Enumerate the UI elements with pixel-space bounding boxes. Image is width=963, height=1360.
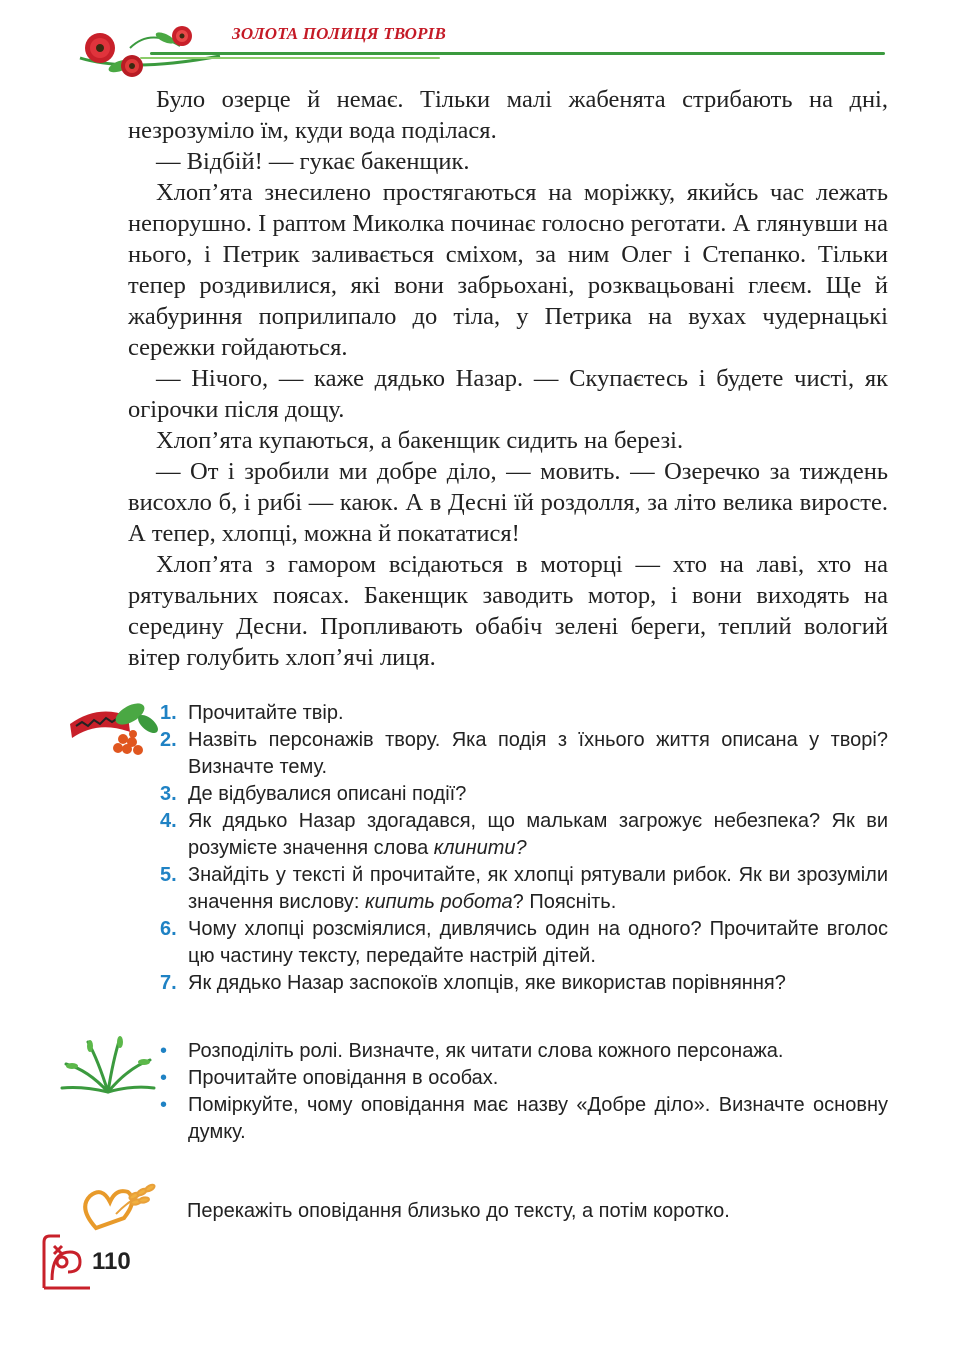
story-paragraph: Було озерце й немає. Тільки малі жабенята стрибають на дні, незрозуміло їм, куди вода поділася. bbox=[128, 86, 888, 144]
task-item bbox=[160, 1038, 888, 1065]
story-paragraph: — Відбій! — гукає бакенщик. bbox=[156, 148, 470, 175]
question-text: Де відбувалися описані події? bbox=[188, 783, 467, 805]
question-item bbox=[160, 862, 888, 916]
corner-ornament-icon bbox=[40, 1232, 100, 1292]
question-number: 6. bbox=[160, 918, 177, 940]
question-number: 4. bbox=[160, 810, 177, 832]
question-text-wrap bbox=[188, 862, 888, 916]
question-item bbox=[160, 970, 888, 997]
wheat-icon bbox=[58, 1030, 158, 1100]
story-paragraph: Хлоп’ята з гамором всідаються в моторці — хто на лаві, хто на рятувальних поясах. Бакенщик заводить мотор, і вони виходять на середину Десни. Пропливають обабіч зелені береги, теплий вологий вітер голубить хлоп’ячі лиця. bbox=[128, 551, 888, 671]
task-text: Розподіліть ролі. Визначте, як читати слова кожного персонажа. bbox=[188, 1040, 784, 1062]
story-paragraph: Хлоп’ята купаються, а бакенщик сидить на березі. bbox=[156, 427, 684, 454]
question-item bbox=[160, 700, 888, 727]
question-text: Як дядько Назар заспокоїв хлопців, яке використав порівняння? bbox=[188, 972, 786, 994]
tasks-list bbox=[160, 1038, 888, 1146]
question-term: кипить робота bbox=[365, 891, 513, 913]
story-paragraph: — От і зробили ми добре діло, — мовить. — Озеречко за тиждень висохло б, і рибі — каюк. А в Десні їй роздолля, за літо велика виросте. А тепер, хлопці, можна й покататися! bbox=[128, 458, 888, 547]
question-number: 2. bbox=[160, 729, 177, 751]
page-header bbox=[0, 0, 963, 90]
question-text: Як дядько Назар здогадався, що малькам загрожує небезпека? Як ви розумієте значення слова bbox=[188, 810, 888, 859]
task-item bbox=[160, 1092, 888, 1146]
question-text-after: ? Поясніть. bbox=[512, 891, 617, 913]
question-text: Назвіть персонажів твору. Яка подія з їхнього життя описана у творі? Визначте тему. bbox=[188, 729, 888, 778]
story-paragraph: Хлоп’ята знесилено простягаються на моріжку, якийсь час лежать непорушно. І раптом Миколка починає голосно реготати. А глянувши на нього, і Петрик заливається сміхом, за ним Олег і Степанко. Тільки тепер роздивилися, які вони забрьохані, розквацьовані глеєм. Ще й жабуриння поприлипало до тіла, у Петрика на вухах чудернацькі сережки гойдаються. bbox=[128, 179, 888, 361]
story-text bbox=[128, 84, 888, 673]
bullet: • bbox=[160, 1094, 168, 1116]
question-item bbox=[160, 781, 888, 808]
retell-task: Перекажіть оповідання близько до тексту, а потім коротко. bbox=[187, 1200, 730, 1222]
question-number: 7. bbox=[160, 972, 177, 994]
story-paragraph: — Нічого, — каже дядько Назар. — Скупаєтесь і будете чисті, як огірочки після дощу. bbox=[128, 365, 888, 423]
question-item bbox=[160, 808, 888, 862]
questions-list bbox=[160, 700, 888, 997]
question-term: клинити? bbox=[433, 837, 527, 859]
question-number: 1. bbox=[160, 702, 177, 724]
header-divider bbox=[150, 52, 885, 55]
task-text: Поміркуйте, чому оповідання має назву «Добре діло». Визначте основну думку. bbox=[188, 1094, 888, 1143]
task-text: Прочитайте оповідання в особах. bbox=[188, 1067, 499, 1089]
header-divider-accent bbox=[140, 57, 440, 59]
bullet: • bbox=[160, 1040, 168, 1062]
question-number: 5. bbox=[160, 864, 177, 886]
question-text: Прочитайте твір. bbox=[188, 702, 344, 724]
question-number: 3. bbox=[160, 783, 177, 805]
question-item bbox=[160, 916, 888, 970]
page-number: 110 bbox=[92, 1248, 131, 1275]
bullet: • bbox=[160, 1067, 168, 1089]
embroidered-towel-viburnum-icon bbox=[68, 694, 160, 764]
question-item bbox=[160, 727, 888, 781]
question-text: Чому хлопці розсміялися, дивлячись один на одного? Прочитайте вголос цю частину тексту, передайте настрій дітей. bbox=[188, 918, 888, 967]
question-text: Знайдіть у тексті й прочитайте, як хлопці рятували рибок. Як ви зрозуміли значення вислову: bbox=[188, 864, 888, 913]
question-text-wrap bbox=[188, 808, 888, 862]
task-item bbox=[160, 1065, 888, 1092]
header-title: ЗОЛОТА ПОЛИЦЯ ТВОРІВ bbox=[232, 24, 447, 43]
